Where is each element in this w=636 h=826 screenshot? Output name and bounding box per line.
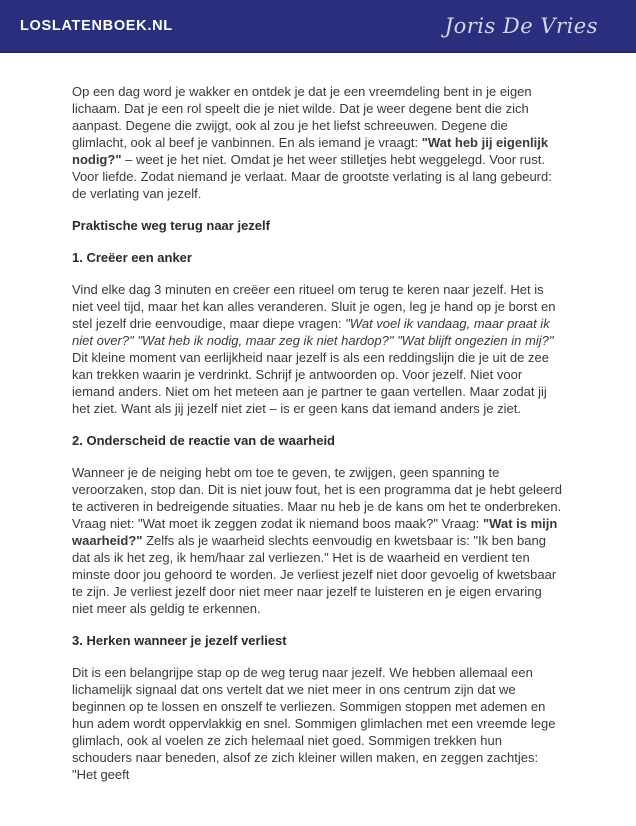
paragraph <box>72 83 564 202</box>
paragraph <box>72 464 564 617</box>
text-run: "Wat is mijn waarheid?" <box>72 516 558 548</box>
text-run: Zelfs als je waarheid slechts eenvoudig en kwetsbaar is: "Ik ben bang dat als ik het zeg, ik hem/haar zal verliezen." Het is de waarheid en verdient ten minste door jou gehoord te worden. Je verliest jezelf niet door gevoelig of kwetsbaar te zijn. Je verliest jezelf door niet meer naar jezelf te luisteren en je eigen ervaring niet meer als geldig te erkennen. <box>72 533 557 616</box>
brand-logo: LOSLATENBOEK.NL <box>20 17 173 34</box>
paragraph <box>72 281 564 417</box>
text-run: "Wat voel ik vandaag, maar praat ik niet over?" "Wat heb ik nodig, maar zeg ik niet hardop?" "Wat blijft ongezien in mij?" <box>72 316 554 348</box>
text-run: – weet je het niet. Omdat je het weer stilletjes hebt weggelegd. Voor rust. Voor liefde. Zodat niemand je verlaat. Maar de grootste verlating is al lang gebeurd: de verlating van jezelf. <box>72 152 552 201</box>
section-heading: 3. Herken wanneer je jezelf verliest <box>72 633 287 648</box>
text-run: "Wat heb jij eigenlijk nodig?" <box>72 135 549 167</box>
section-heading: 2. Onderscheid de reactie van de waarheid <box>72 433 335 448</box>
page-header <box>0 0 636 53</box>
text-run: Dit kleine moment van eerlijkheid naar jezelf is als een reddingslijn die je uit de zee kan trekken waarin je verdrinkt. Schrijf je antwoorden op. Voor jezelf. Niet voor iemand anders. Niet om het meteen aan je partner te gaan vertellen. Maar zodat jij het ziet. Want als jij jezelf niet ziet – is er geen kans dat iemand anders je ziet. <box>72 350 549 416</box>
text-run: Vind elke dag 3 minuten en creëer een ritueel om terug te keren naar jezelf. Het is niet veel tijd, maar het kan alles veranderen. Sluit je ogen, leg je hand op je borst en stel jezelf drie eenvoudige, maar diepe vragen: <box>72 282 556 331</box>
section-heading: Praktische weg terug naar jezelf <box>72 218 270 233</box>
section-heading: 1. Creëer een anker <box>72 250 192 265</box>
text-run: Wanneer je de neiging hebt om toe te geven, te zwijgen, geen spanning te veroorzaken, stop dan. Dit is niet jouw fout, het is een programma dat je hebt geleerd te activeren in bedreigende situaties. Maar nu heb je de kans om het te onderbreken. Vraag niet: "Wat moet ik zeggen zodat ik niemand boos maak?" Vraag: <box>72 465 562 531</box>
paragraph <box>72 664 564 783</box>
text-run: Op een dag word je wakker en ontdek je dat je een vreemdeling bent in je eigen lichaam. Dat je een rol speelt die je niet wilde. Dat je weer degene bent die zich aanpast. Degene die zwijgt, ook al zou je het liefst schreeuwen. Degene die glimlacht, ook al beef je vanbinnen. En als iemand je vraagt: <box>72 84 532 150</box>
author-signature: Joris De Vries <box>444 13 598 38</box>
text-run: Dit is een belangrijpe stap op de weg terug naar jezelf. We hebben allemaal een lichamelijk signaal dat ons vertelt dat we niet meer in ons centrum zijn dat we beginnen op te lossen en onszelf te verliezen. Sommigen stoppen met ademen en hun adem wordt oppervlakkig en snel. Sommigen glimlachen met een vreemde lege glimlach, ook al voelen ze zich helemaal niet goed. Sommigen trekken hun schouders naar beneden, alsof ze zich kleiner willen maken, en zeggen zachtjes: "Het geeft <box>72 665 556 782</box>
document-body <box>0 53 636 783</box>
